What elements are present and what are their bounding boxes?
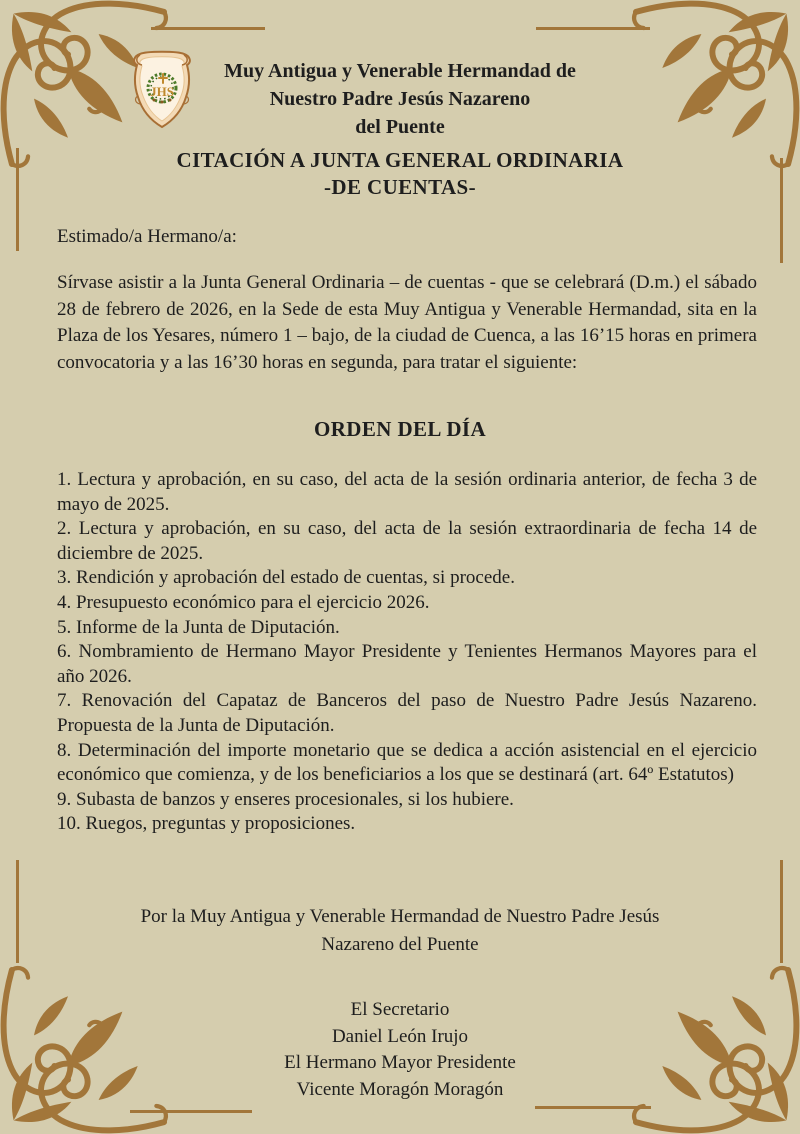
border-line-right-bottom — [780, 860, 783, 963]
border-line-top-left — [151, 27, 265, 30]
signature-name-president: Vicente Moragón Moragón — [296, 1078, 504, 1100]
agenda-item: 1. Lectura y aprobación, en su caso, del acta de la sesión ordinaria anterior, de fecha 3 de mayo de 2025. — [57, 469, 757, 515]
agenda-item: 5. Informe de la Junta de Diputación. — [57, 616, 340, 638]
border-line-bottom-right — [535, 1106, 651, 1109]
title-line: CITACIÓN A JUNTA GENERAL ORDINARIA — [176, 148, 624, 172]
border-line-bottom-left — [130, 1110, 252, 1113]
signature-role-secretary: El Secretario — [350, 999, 450, 1020]
org-name-block — [0, 57, 800, 141]
agenda-item: 9. Subasta de banzos y enseres procesionales, si los hubiere. — [57, 788, 514, 810]
greeting: Estimado/a Hermano/a: — [57, 226, 237, 247]
document-title — [0, 147, 800, 201]
closing-line: Por la Muy Antigua y Venerable Hermandad de Nuestro Padre Jesús — [140, 906, 660, 927]
signature-block — [0, 997, 800, 1103]
agenda-item: 2. Lectura y aprobación, en su caso, del acta de la sesión extraordinaria de fecha 14 de diciembre de 2025. — [57, 518, 757, 564]
signature-name-secretary: Daniel León Irujo — [331, 1025, 469, 1047]
border-line-top-right — [536, 27, 650, 30]
agenda-heading: ORDEN DEL DÍA — [313, 417, 487, 441]
signature-role-president: El Hermano Mayor Presidente — [284, 1052, 516, 1073]
body-paragraph: Sírvase asistir a la Junta General Ordinaria – de cuentas - que se celebrará (D.m.) el sábado 28 de febrero de 2026, en la Sede de esta Muy Antigua y Venerable Hermandad, sita en la Plaza de los Yesares, número 1 – bajo, de la ciudad de Cuenca, a las 16’15 horas en primera convocatoria y a las 16’30 horas en segunda, para tratar el siguiente: — [57, 272, 757, 373]
agenda-item: 4. Presupuesto económico para el ejercicio 2026. — [57, 591, 430, 613]
title-subtitle: -DE CUENTAS- — [323, 175, 476, 199]
org-name-line: del Puente — [355, 116, 445, 138]
agenda-item: 3. Rendición y aprobación del estado de cuentas, si procede. — [57, 567, 515, 589]
border-line-left-bottom — [16, 860, 19, 963]
agenda-item: 6. Nombramiento de Hermano Mayor Presidente y Tenientes Hermanos Mayores para el año 2026. — [57, 641, 757, 687]
org-name-line: Nuestro Padre Jesús Nazareno — [269, 88, 531, 110]
closing-line: Nazareno del Puente — [321, 934, 479, 955]
closing-formula — [50, 903, 750, 959]
org-name-line: Muy Antigua y Venerable Hermandad de — [224, 60, 576, 82]
agenda-list — [57, 468, 757, 837]
emblem-monogram: JHS — [150, 84, 174, 99]
agenda-item: 8. Determinación del importe monetario que se dedica a acción asistencial en el ejercicio económico que comienza, y de los beneficiarios a los que se destinará (art. 64º Estatutos) — [57, 739, 757, 786]
agenda-item: 7. Renovación del Capataz de Banceros del paso de Nuestro Padre Jesús Nazareno. Propuesta de la Junta de Diputación. — [57, 690, 757, 736]
agenda-item: 10. Ruegos, preguntas y proposiciones. — [57, 813, 356, 835]
